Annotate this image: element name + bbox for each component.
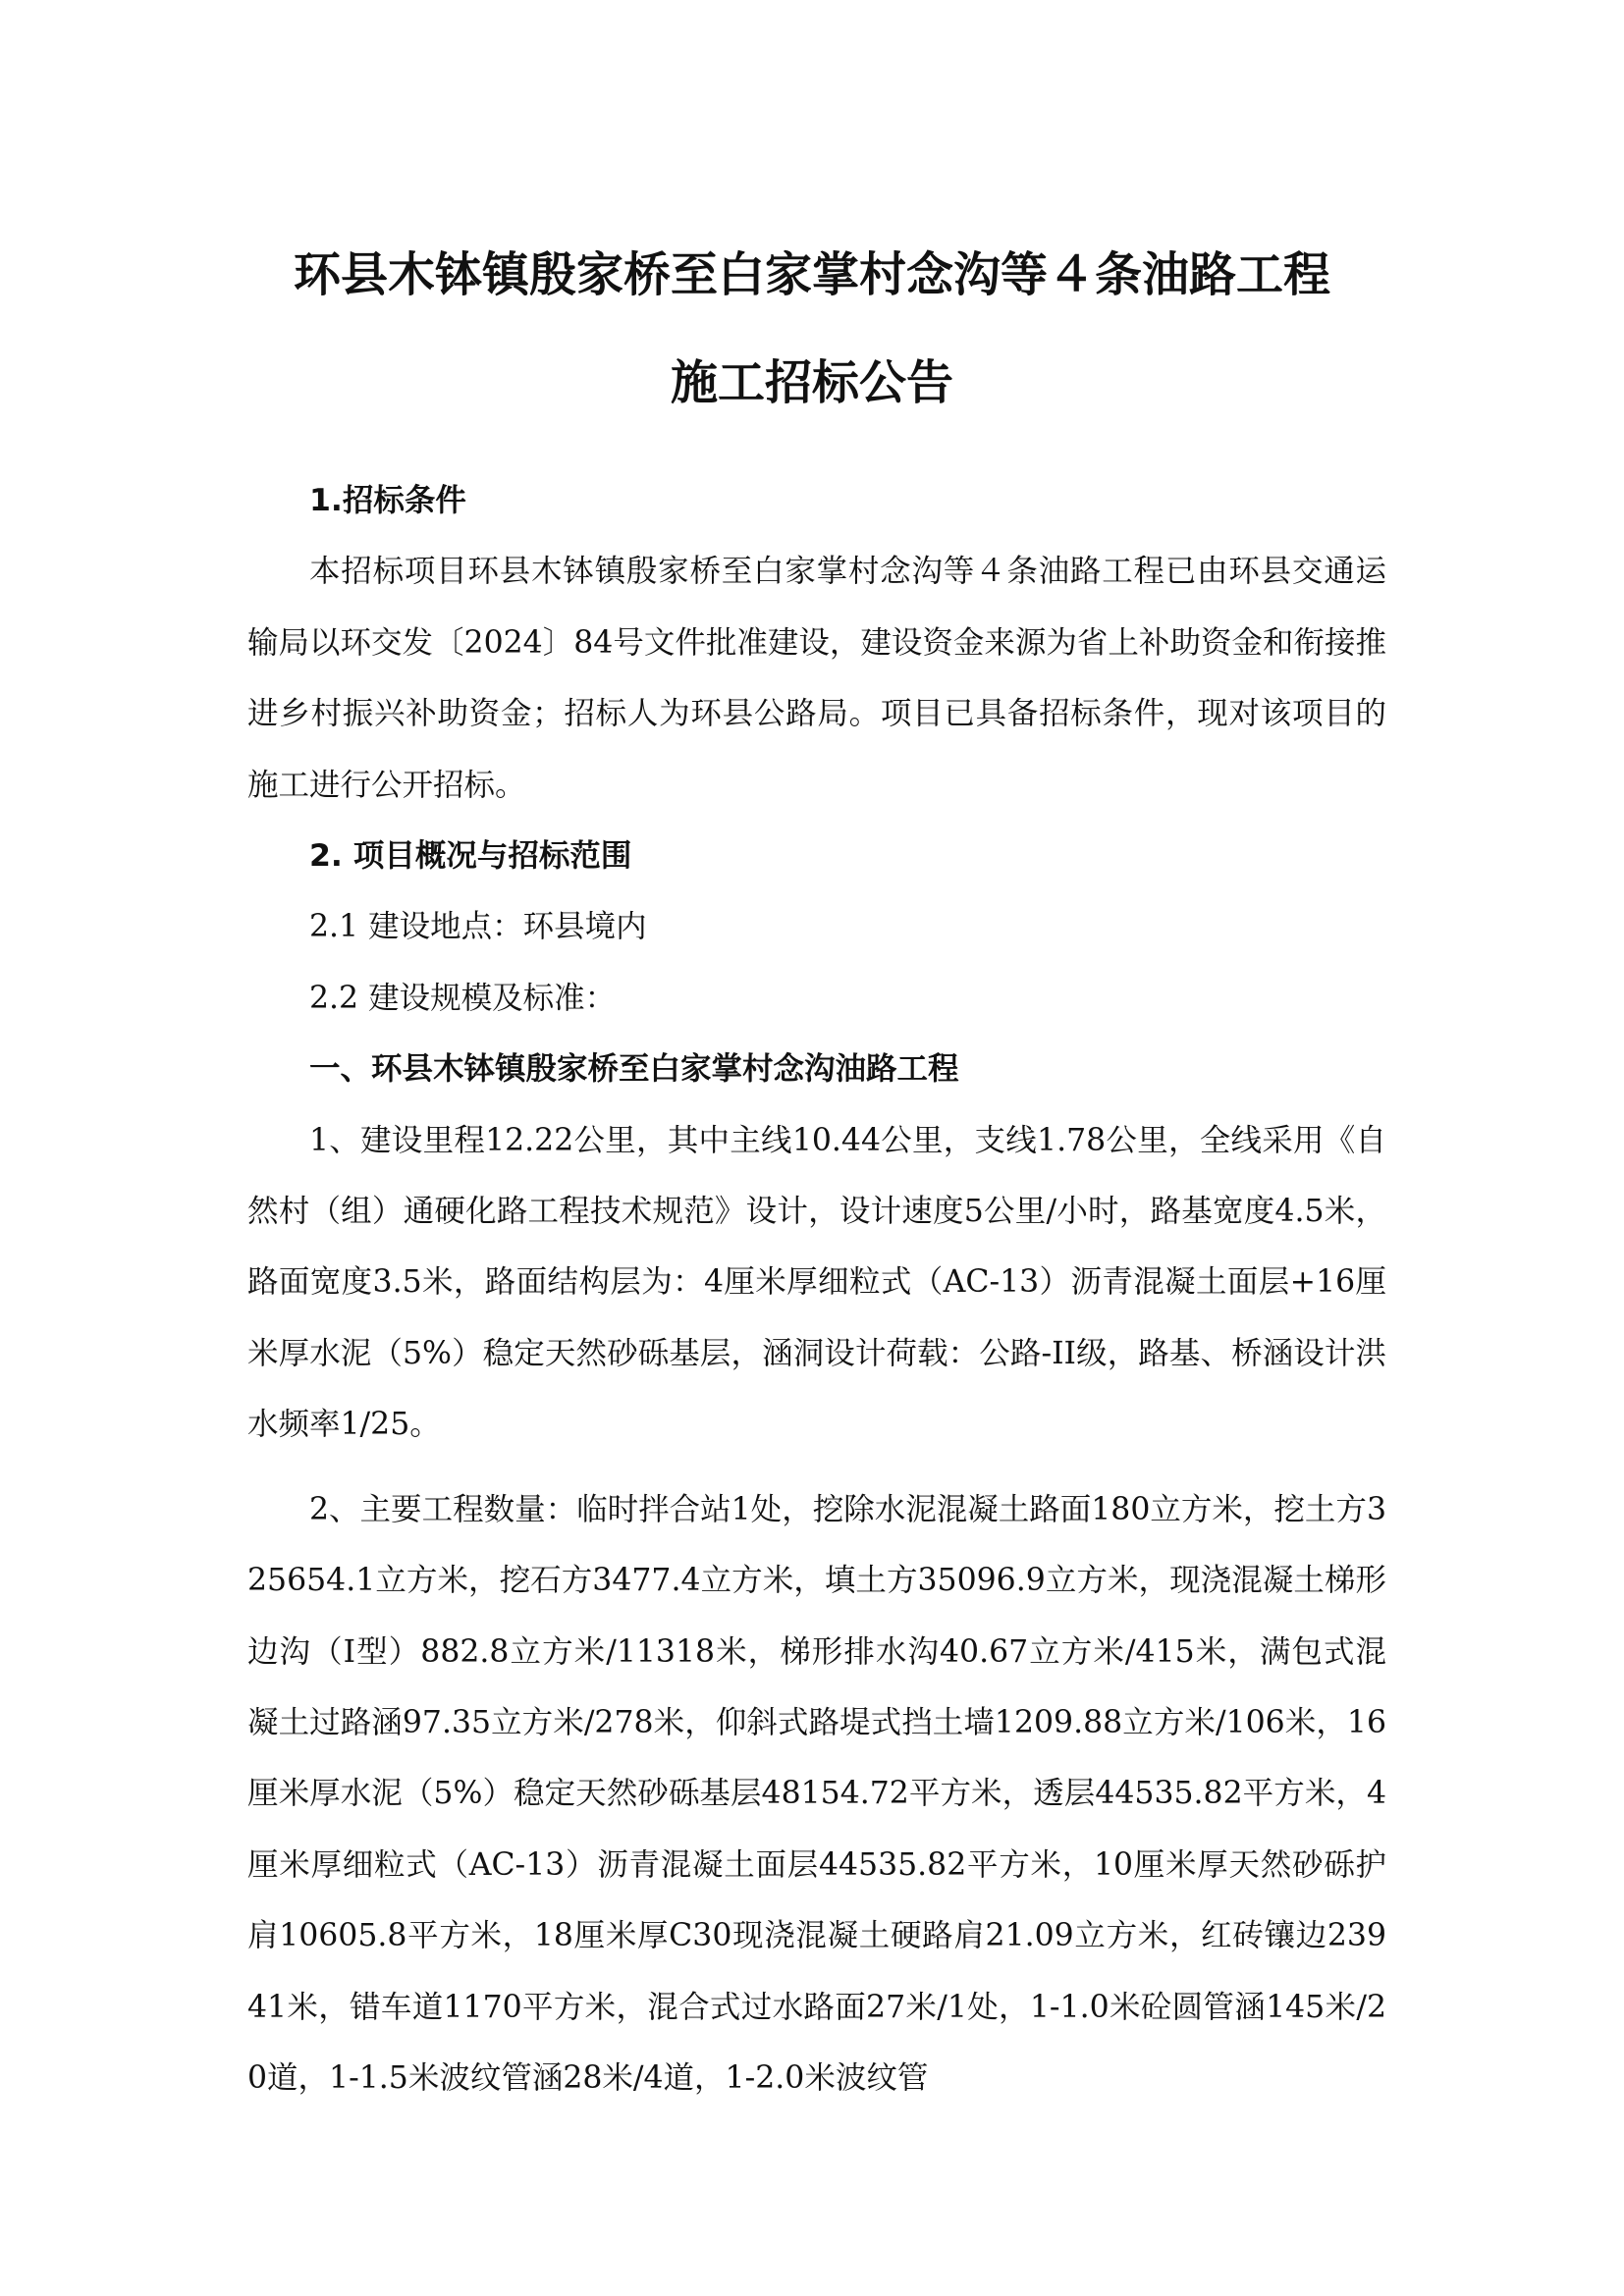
document-title-line1: 环县木钵镇殷家桥至白家掌村念沟等４条油路工程 [293, 247, 1330, 302]
paragraph-tender-conditions: 本招标项目环县木钵镇殷家桥至白家掌村念沟等４条油路工程已由环县交通运输局以环交发〔2024〕84号文件批准建设，建设资金来源为省上补助资金和衔接推进乡村振兴补助资金；招标人为环县公路局。项目已具备招标条件，现对该项目的施工进行公开招标。 [247, 554, 1386, 803]
paragraph-gap [247, 1461, 1386, 1474]
section-heading-tender-conditions: 1.招标条件 [309, 483, 466, 518]
document-title-line2: 施工招标公告 [670, 355, 953, 410]
paragraph-construction-mileage: 1、建设里程12.22公里，其中主线10.44公里，支线1.78公里，全线采用《自然村（组）通硬化路工程技术规范》设计，设计速度5公里/小时，路基宽度4.5米，路面宽度3.5米，路面结构层为：4厘米厚细粒式（AC-13）沥青混凝土面层+16厘米厚水泥（5%）稳定天然砂砾基层，涵洞设计荷载：公路-II级，路基、桥涵设计洪水频率1/25。 [247, 1122, 1386, 1443]
item-construction-scale: 2.2 建设规模及标准： [309, 980, 617, 1016]
section-heading-project-overview: 2. 项目概况与招标范围 [309, 838, 632, 875]
paragraph-main-quantities: 2、主要工程数量：临时拌合站1处，挖除水泥混凝土路面180立方米，挖土方325654.1立方米，挖石方3477.4立方米，填土方35096.9立方米，现浇混凝土梯形边沟（Ⅰ型）882.8立方米/11318米，梯形排水沟40.67立方米/415米，满包式混凝土过路涵97.35立方米/278米，仰斜式路堤式挡土墙1209.88立方米/106米，16厘米厚水泥（5%）稳定天然砂砾基层48154.72平方米，透层44535.82平方米，4厘米厚细粒式（AC-13）沥青混凝土面层44535.82平方米，10厘米厚天然砂砾护肩10605.8平方米，18厘米厚C30现浇混凝土硬路肩21.09立方米，红砖镶边23941米，错车道1170平方米，混合式过水路面27米/1处，1-1.0米砼圆管涵145米/20道，1-1.5米波纹管涵28米/4道，1-2.0米波纹管 [247, 1491, 1386, 2096]
item-construction-location: 2.1 建设地点：环县境内 [309, 909, 647, 945]
document-body [247, 465, 1386, 2113]
subproject-heading: 一、环县木钵镇殷家桥至白家掌村念沟油路工程 [309, 1051, 959, 1088]
